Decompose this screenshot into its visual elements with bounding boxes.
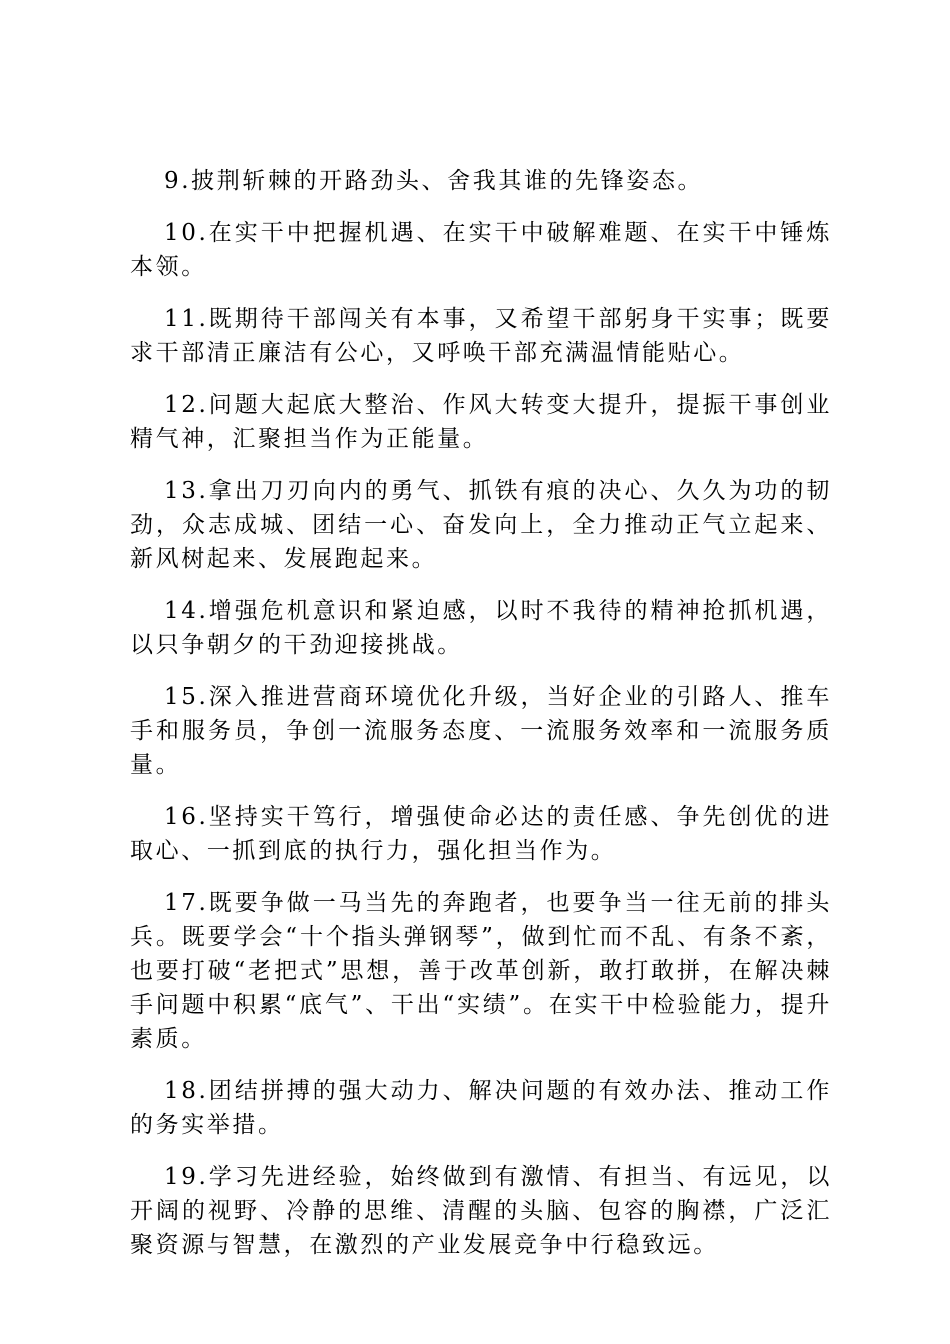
paragraph-item-9: 9.披荆斩棘的开路劲头、舍我其谁的先锋姿态。 [164, 168, 704, 194]
paragraph-item-14: 14.增强危机意识和紧迫感，以时不我待的精神抢抓机遇，以只争朝夕的干劲迎接挑战。 [130, 598, 832, 658]
paragraph-item-13: 13.拿出刀刃向内的勇气、抓铁有痕的决心、久久为功的韧劲，众志成城、团结一心、奋发向上，全力推动正气立起来、新风树起来、发展跑起来。 [130, 478, 832, 572]
paragraph-item-15: 15.深入推进营商环境优化升级，当好企业的引路人、推车手和服务员，争创一流服务态度、一流服务效率和一流服务质量。 [130, 684, 832, 778]
paragraph-item-17: 17.既要争做一马当先的奔跑者，也要争当一往无前的排头兵。既要学会“十个指头弹钢琴”，做到忙而不乱、有条不紊，也要打破“老把式”思想，善于改革创新，敢打敢拼，在解决棘手问题中积累“底气”、干出“实绩”。在实干中检验能力，提升素质。 [130, 890, 832, 1052]
paragraph-item-11: 11.既期待干部闯关有本事，又希望干部躬身干实事；既要求干部清正廉洁有公心，又呼唤干部充满温情能贴心。 [130, 306, 832, 366]
paragraph-item-10: 10.在实干中把握机遇、在实干中破解难题、在实干中锤炼本领。 [130, 220, 832, 280]
paragraph-item-19: 19.学习先进经验，始终做到有激情、有担当、有远见，以开阔的视野、冷静的思维、清醒的头脑、包容的胸襟，广泛汇聚资源与智慧，在激烈的产业发展竞争中行稳致远。 [130, 1164, 832, 1258]
paragraph-item-16: 16.坚持实干笃行，增强使命必达的责任感、争先创优的进取心、一抓到底的执行力，强化担当作为。 [130, 804, 832, 864]
paragraph-item-12: 12.问题大起底大整治、作风大转变大提升，提振干事创业精气神，汇聚担当作为正能量。 [130, 392, 832, 452]
paragraph-item-18: 18.团结拼搏的强大动力、解决问题的有效办法、推动工作的务实举措。 [130, 1078, 832, 1138]
document-page [130, 164, 832, 1280]
